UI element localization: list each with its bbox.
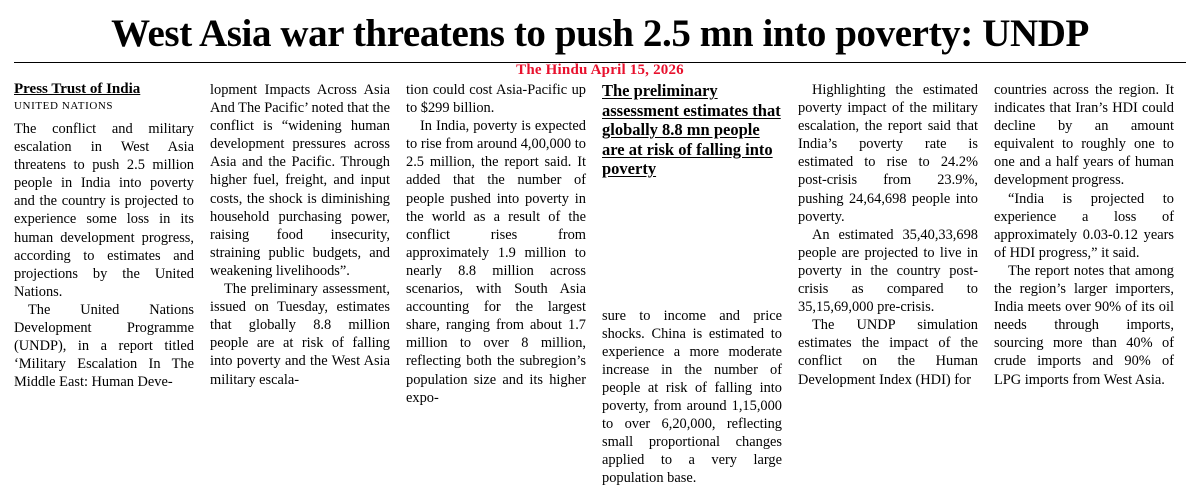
paragraph: The preliminary assessment, issued on Tuesday, estimates that globally 8.8 million people are at risk of falling into poverty and the West Asia military escala- (210, 280, 390, 389)
paragraph: The report notes that among the region’s larger importers, India meets over 90% of its oil needs through imports, sourcing more than 40% of crude imports and 90% of LPG imports from West Asia. (994, 262, 1174, 389)
paragraph: sure to income and price shocks. China is estimated to experience a more moderate increase in the number of people at risk of falling into poverty, from around 1,15,000 to over 6,20,000, reflecting small proportional changes applied to a very large population base. (602, 307, 782, 487)
pull-quote: The preliminary assessment estimates that globally 8.8 mn people are at risk of falling into poverty (602, 81, 782, 179)
column-5 (798, 81, 978, 487)
paragraph: tion could cost Asia-Pacific up to $299 billion. (406, 81, 586, 117)
column-4 (602, 81, 782, 487)
paragraph: lopment Impacts Across Asia And The Pacific’ noted that the conflict is “widening human development pressures across Asia and the Pacific. Through higher fuel, freight, and input costs, the shock is diminishing household purchasing power, raising food insecurity, straining public budgets, and weakening livelihoods”. (210, 81, 390, 280)
paragraph: The conflict and military escalation in West Asia threatens to push 2.5 million people in India into poverty and the country is projected to experience some loss in its human development progress, according to estimates and projections by the United Nations. (14, 120, 194, 301)
paragraph: countries across the region. It indicates that Iran’s HDI could decline by an amount equivalent to roughly one to one and a half years of human development progress. (994, 81, 1174, 190)
paragraph: The United Nations Development Programme (UNDP), in a report titled ‘Military Escalation In The Middle East: Human Deve- (14, 301, 194, 391)
byline-place: UNITED NATIONS (14, 100, 194, 112)
paragraph: Highlighting the estimated poverty impact of the military escalation, the report said that India’s poverty rate is estimated to rise to 24.2% post-crisis from 23.9%, pushing 24,64,698 people into poverty. (798, 81, 978, 226)
column-3 (406, 81, 586, 487)
paragraph: In India, poverty is expected to rise from around 4,00,000 to 2.5 million, the report said. It added that the number of people pushed into poverty in the world as a result of the conflict rises from approximately 1.9 million to nearly 8.8 million across scenarios, with South Asia accounting for the largest share, ranging from about 1.7 million to over 8 million, reflecting both the subregion’s population size and its higher expo- (406, 117, 586, 407)
paragraph: An estimated 35,40,33,698 people are projected to live in poverty in the country post-crisis as compared to 35,15,69,000 pre-crisis. (798, 226, 978, 316)
byline-agency: Press Trust of India (14, 81, 194, 98)
publication-dateline: The Hindu April 15, 2026 (0, 62, 1200, 79)
article-columns (14, 81, 1186, 487)
column-6 (994, 81, 1174, 487)
column-1 (14, 81, 194, 487)
paragraph: “India is projected to experience a loss of approximately 0.03-0.12 years of HDI progress,” it said. (994, 190, 1174, 262)
page-title: West Asia war threatens to push 2.5 mn into poverty: UNDP (14, 12, 1186, 56)
column-2 (210, 81, 390, 487)
pull-quote-spacer (602, 187, 782, 307)
paragraph: The UNDP simulation estimates the impact of the conflict on the Human Development Index (HDI) for (798, 316, 978, 388)
